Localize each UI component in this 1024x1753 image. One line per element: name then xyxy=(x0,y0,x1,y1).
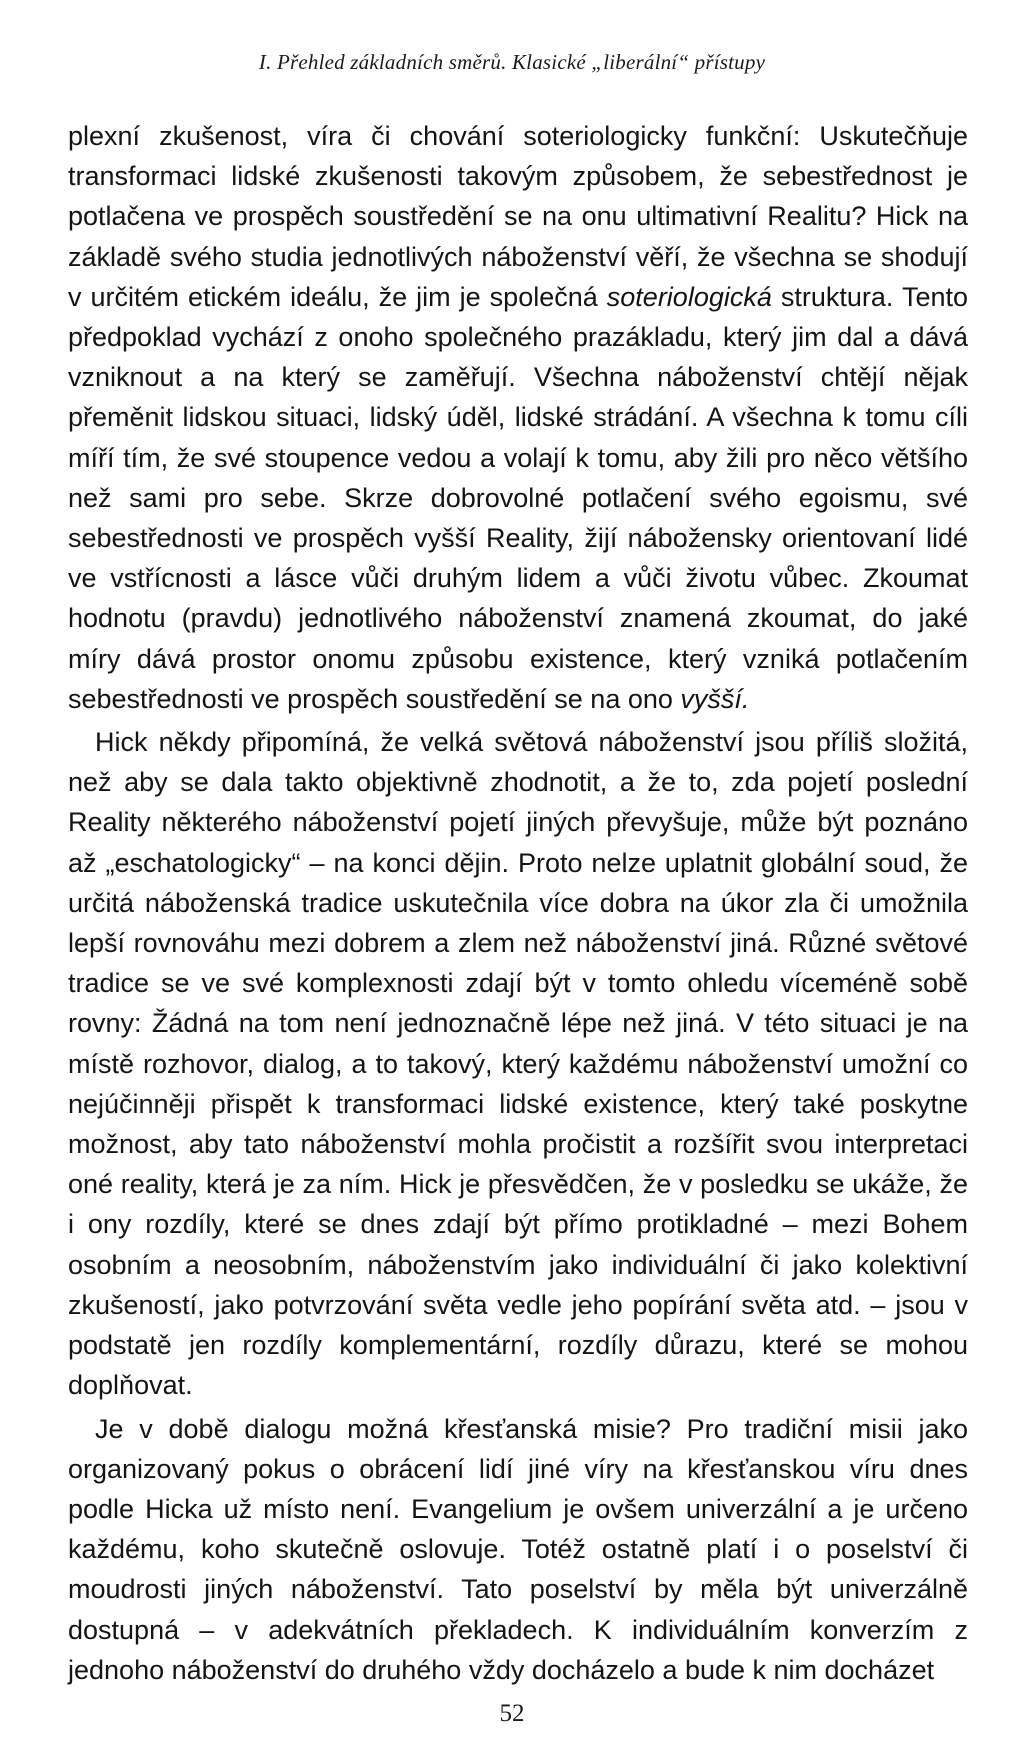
text-span: plexní zkušenost, víra či chování soteriologicky funkční: Uskutečňuje transformaci lidské zkušenosti takovým způsobem, že sebestřednost je potlačena ve prospěch soustředění se na onu ultimativní Realitu? Hick na základě svého studia jednotlivých náboženství věří, že všechna se shodují v určitém etickém ideálu, že jim je společná xyxy=(68,121,968,312)
text-span: struktura. Tento předpoklad vychází z onoho společného prazákladu, který jim dal a dává vzniknout a na který se zaměřují. Všechna náboženství chtějí nějak přeměnit lidskou situaci, lidský úděl, lidské strádání. A všechna k tomu cíli míří tím, že své stoupence vedou a volají k tomu, aby žili pro něco většího než sami pro sebe. Skrze dobrovolné potlačení svého egoismu, své sebestřednosti ve prospěch vyšší Reality, žijí nábožensky orientovaní lidé ve vstřícnosti a lásce vůči druhým lidem a vůči životu vůbec. Zkoumat hodnotu (pravdu) jednotlivého náboženství znamená zkoumat, do jaké míry dává prostor onomu způsobu existence, který vzniká potlačením sebestřednosti ve prospěch soustředění se na ono xyxy=(68,281,968,714)
running-header: I. Přehled základních směrů. Klasické „liberální“ přístupy xyxy=(258,50,766,74)
paragraph-1 xyxy=(68,116,968,719)
paragraph-2 xyxy=(68,722,968,1405)
paragraph-3 xyxy=(68,1409,968,1690)
body-text xyxy=(68,116,968,1690)
page-number: 52 xyxy=(499,1700,525,1727)
text-span: Je v době dialogu možná křesťanská misie? Pro tradiční misii jako organizovaný pokus o obrácení lidí jiné víry na křesťanskou víru dnes podle Hicka už místo není. Evangelium je ovšem univerzální a je určeno každému, koho skutečně oslovuje. Totéž ostatně platí i o poselství či moudrosti jiných náboženství. Tato poselství by měla být univerzálně dostupná – v adekvátních překladech. K individuálním konverzím z jednoho náboženství do druhého vždy docházelo a bude k nim docházet xyxy=(68,1413,968,1685)
text-span: Hick někdy připomíná, že velká světová náboženství jsou příliš složitá, než aby se dala takto objektivně zhodnotit, a že to, zda pojetí poslední Reality některého náboženství pojetí jiných převyšuje, může být poznáno až „eschatologicky“ – na konci dějin. Proto nelze uplatnit globální soud, že určitá náboženská tradice uskutečnila více dobra na úkor zla či umožnila lepší rovnováhu mezi dobrem a zlem než náboženství jiná. Různé světové tradice se ve své komplexnosti zdají být v tomto ohledu víceméně sobě rovny: Žádná na tom není jednoznačně lépe než jiná. V této situaci je na místě rozhovor, dialog, a to takový, který každému náboženství umožní co nejúčinněji přispět k transformaci lidské existence, který také poskytne možnost, aby tato náboženství mohla pročistit a rozšířit svou interpretaci oné reality, která je za ním. Hick je přesvědčen, že v posledku se ukáže, že i ony rozdíly, které se dnes zdají být přímo protikladné – mezi Bohem osobním a neosobním, náboženstvím jako individuální či jako kolektivní zkušeností, jako potvrzování světa vedle jeho popírání světa atd. – jsou v podstatě jen rozdíly komplementární, rozdíly důrazu, které se mohou doplňovat. xyxy=(68,727,968,1401)
italic-term: vyšší. xyxy=(680,683,750,714)
italic-term: soteriologická xyxy=(606,281,772,312)
